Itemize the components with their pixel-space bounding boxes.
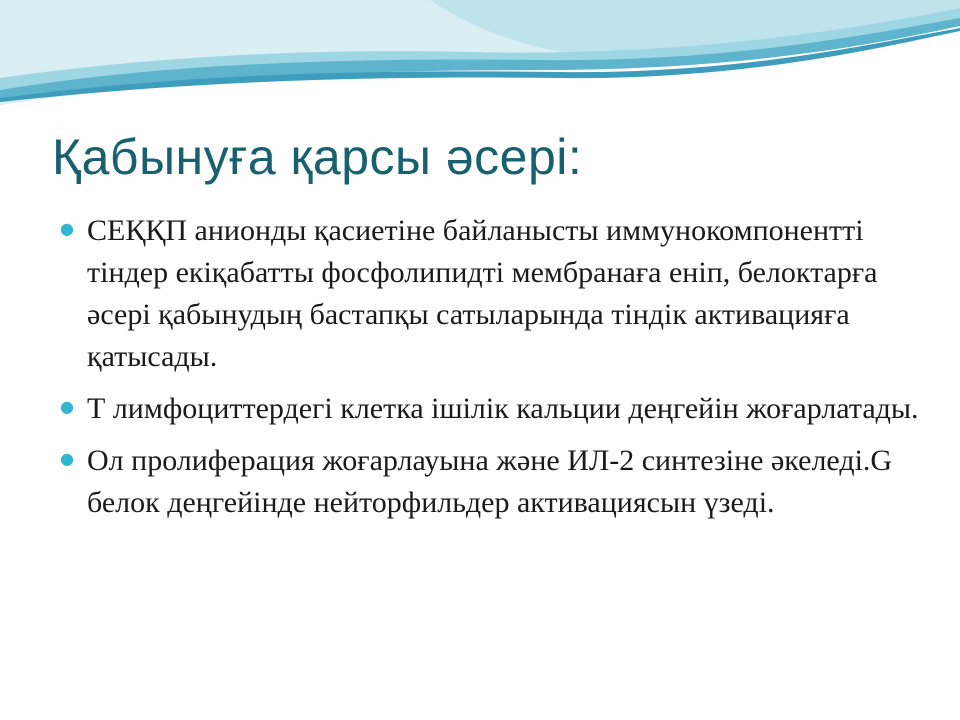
slide-title: Қабынуға қарсы әсері: <box>52 129 583 185</box>
bullet-text: Ол пролиферация жоғарлауына және ИЛ-2 синтезiне әкеледi.G белок деңгейiнде нейторфильдер активациясын үзедi. <box>87 444 893 519</box>
header-wave-decoration <box>0 0 960 130</box>
bullet-dot-icon: ● <box>60 449 74 468</box>
bullet-text: СЕҚҚП анионды қасиетіне байланысты иммунокомпоненттi тiндер екiқабатты фосфолипидтi мембранаға енiп, белоктарға әсерi қабынудың бастапқы сатыларында тiндiк активацияға қатысады. <box>87 214 878 373</box>
bullet-dot-icon: ● <box>60 397 74 416</box>
bullet-item <box>60 210 920 378</box>
bullet-dot-icon: ● <box>60 219 74 238</box>
bullet-item <box>60 440 920 524</box>
bullet-list <box>60 210 920 534</box>
bullet-item <box>60 388 920 430</box>
bullet-text: Т лимфоциттердегi клетка iшiлiк кальции деңгейiн жоғарлатады. <box>87 392 919 425</box>
